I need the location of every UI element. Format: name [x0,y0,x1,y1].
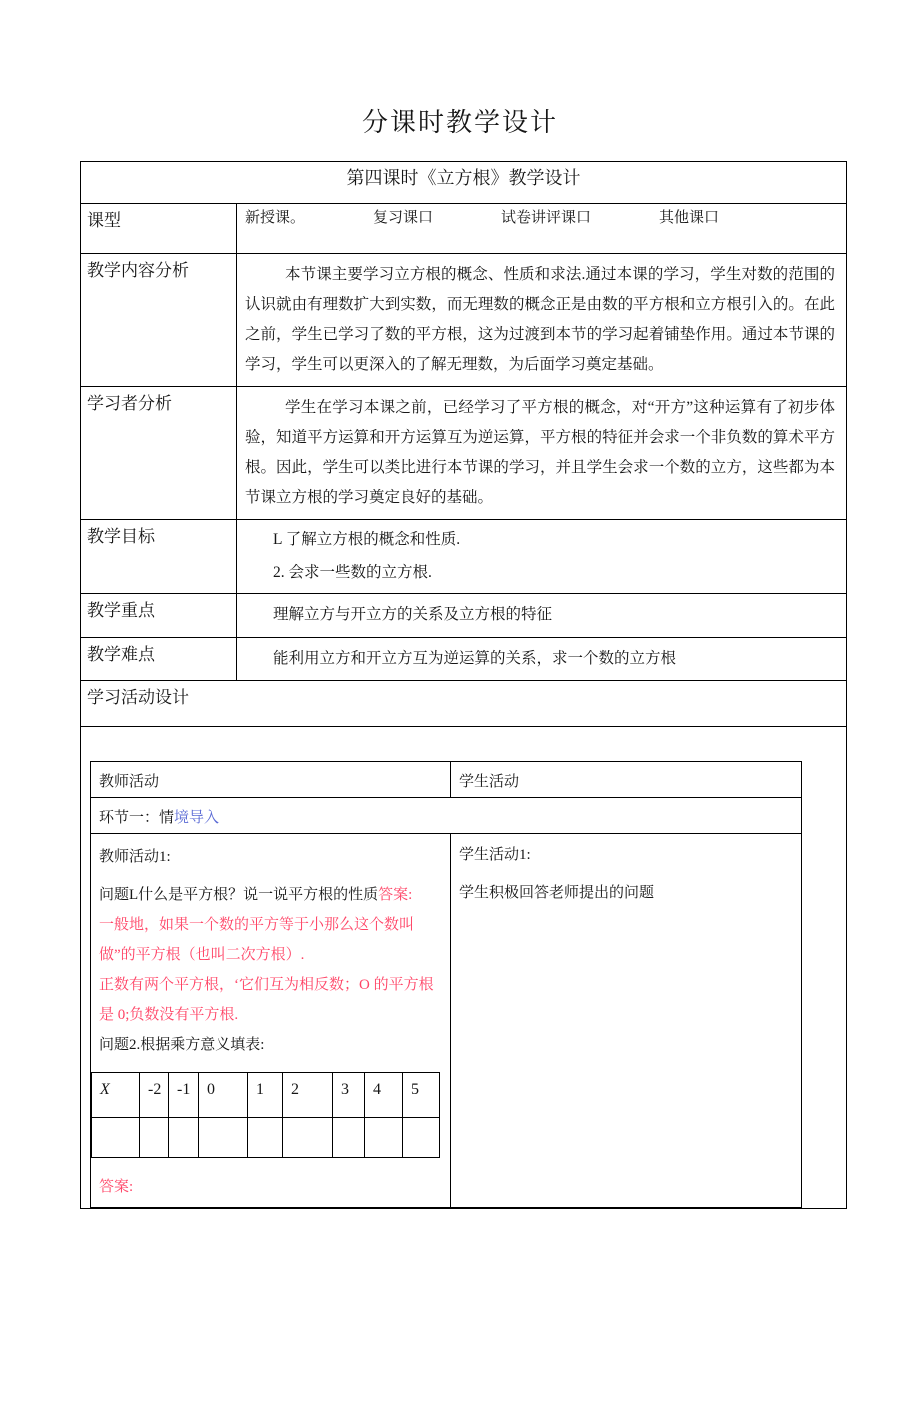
row-label-content-analysis: 教学内容分析 [81,254,237,387]
activity-design-heading: 学习活动设计 [81,681,847,727]
course-type-options [243,206,840,227]
teacher-activity-title: 教师活动1: [99,849,171,865]
fill-table-value: -2 [140,1073,169,1118]
answer-paragraph-1: 一般地，如果一个数的平方等于小那么这个数叫做”的平方根（也叫二次方根）. [99,917,415,963]
fill-table-x-header: X [92,1073,140,1118]
student-activity-header: 学生活动 [451,762,802,798]
fill-table-empty-cell [283,1118,333,1158]
question-1-text: 问题L什么是平方根？说一说平方根的性质 [99,887,379,903]
fill-table [91,1072,440,1158]
table-title: 第四课时《立方根》教学设计 [81,162,847,204]
fill-table-empty-cell [333,1118,365,1158]
answer-label-bottom: 答案: [99,1179,134,1195]
student-activity-title: 学生活动1: [459,847,531,863]
stage-one-link[interactable]: 境导入 [174,810,220,826]
course-type-option-exam: 试卷讲评课口 [501,210,592,226]
fill-table-value: -1 [169,1073,199,1118]
stage-one-row [91,798,802,834]
difficult-point-text: 能利用立方和开立方互为逆运算的关系，求一个数的立方根 [273,650,677,667]
fill-table-value: 0 [199,1073,248,1118]
key-point-text: 理解立方与开立方的关系及立方根的特征 [273,606,553,623]
row-label-learner-analysis: 学习者分析 [81,387,237,520]
objective-item-1: L 了解立方根的概念和性质. [273,531,461,548]
answer-label-inline: 答案: [378,887,413,903]
question-2: 问题2.根据乘方意义填表: [99,1037,265,1053]
fill-table-empty-cell [403,1118,440,1158]
fill-table-value: 5 [403,1073,440,1118]
question-1 [99,880,442,910]
course-type-option-new: 新授课。 [245,210,306,226]
fill-table-value: 3 [333,1073,365,1118]
page-title: 分课时教学设计 [361,108,558,137]
row-label-course-type: 课型 [81,204,237,254]
course-type-option-other: 其他课口 [659,210,720,226]
row-label-objectives: 教学目标 [81,520,237,594]
fill-table-value: 1 [248,1073,283,1118]
fill-table-empty-cell [199,1118,248,1158]
fill-table-value: 2 [283,1073,333,1118]
row-label-difficult-point: 教学难点 [81,638,237,681]
course-type-option-review: 复习课口 [373,210,434,226]
stage-one-label: 环节一：情 [99,810,175,826]
fill-table-empty-cell [365,1118,403,1158]
teacher-activity-header: 教师活动 [91,762,451,798]
lesson-design-table [80,161,847,1209]
activity-table [90,761,802,1208]
activity-design-cell [81,727,847,1209]
fill-table-empty-cell [140,1118,169,1158]
row-label-key-point: 教学重点 [81,594,237,638]
teacher-activity-cell [91,834,451,1208]
learner-analysis-text: 学生在学习本课之前，已经学习了平方根的概念，对“开方”这种运算有了初步体验，知道平方运算和开方运算互为逆运算，平方根的特征并会求一个非负数的算术平方根。因此，学生可以类比进行本节课的学习，并且学生会求一个数的立方，这些都为本节课立方根的学习奠定良好的基础。 [245,399,835,506]
fill-table-empty-cell [92,1118,140,1158]
fill-table-value: 4 [365,1073,403,1118]
student-activity-text: 学生积极回答老师提出的问题 [459,885,655,901]
fill-table-empty-cell [169,1118,199,1158]
content-analysis-text: 本节课主要学习立方根的概念、性质和求法.通过本课的学习，学生对数的范围的认识就由有理数扩大到实数，而无理数的概念正是由数的平方根和立方根引入的。在此之前，学生已学习了数的平方根，这为过渡到本节的学习起着铺垫作用。通过本节课的学习，学生可以更深入的了解无理数，为后面学习奠定基础。 [245,266,835,373]
student-activity-cell [451,834,802,1208]
objective-item-2: 2. 会求一些数的立方根. [273,564,432,581]
answer-paragraph-2: 正数有两个平方根，‘它们互为相反数；O 的平方根是 0;负数没有平方根. [99,977,434,1023]
fill-table-empty-cell [248,1118,283,1158]
